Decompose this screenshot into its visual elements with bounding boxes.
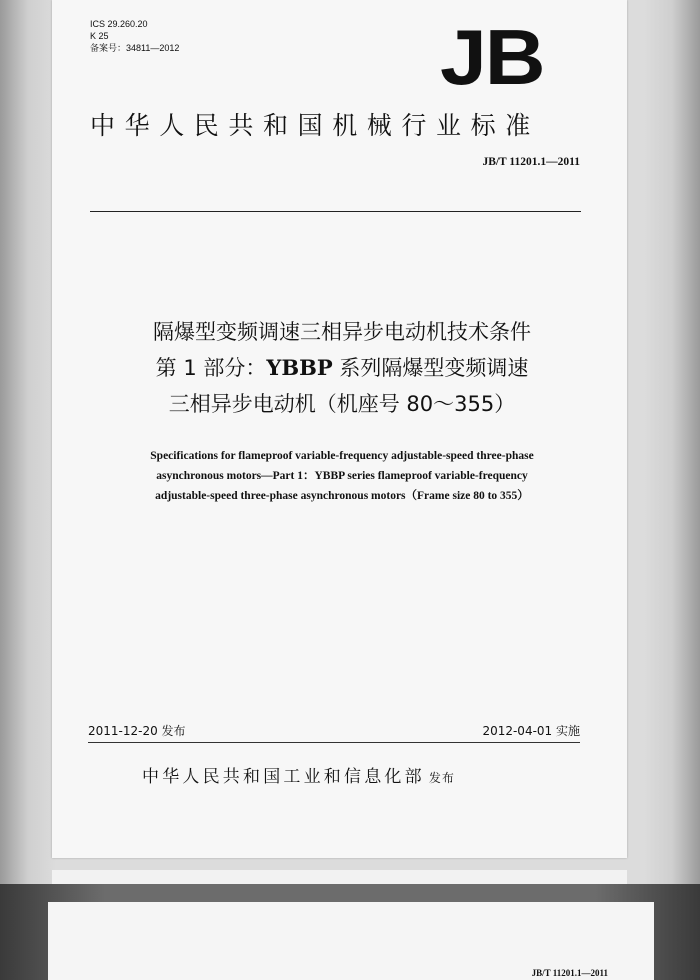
page-edge-strip [52,870,627,884]
record-number: 备案号：34811—2012 [90,43,180,53]
date-divider [88,742,580,743]
issuing-authority [142,762,455,787]
english-title-line-3: adjustable-speed three-phase asynchronous motors（Frame size 80 to 355） [155,490,529,502]
effective-date: 2012-04-01 实施 [482,724,580,738]
chinese-title-line-3: 三相异步电动机（机座号 80～355） [168,392,516,416]
chinese-title [82,314,602,422]
ics-code: ICS 29.260.20 [90,19,148,29]
chinese-title-line-2: 第 1 部分：YBBP 系列隔爆型变频调速 [155,355,529,380]
header-divider [90,211,581,212]
issue-date: 2011-12-20 发布 [88,724,186,738]
standard-category-title: 中华人民共和国机械行业标准 [90,111,540,140]
classification-block [90,18,179,54]
english-title-line-1: Specifications for flameproof variable-frequency adjustable-speed three-phase [150,450,534,462]
issuer-action: 发布 [428,771,455,785]
next-page-standard-number: JB/T 11201.1—2011 [531,968,608,978]
chinese-title-line-1: 隔爆型变频调速三相异步电动机技术条件 [153,320,531,344]
issuer-name: 中华人民共和国工业和信息化部 [142,767,425,787]
standard-number: JB/T 11201.1—2011 [482,156,580,168]
cover-page [52,0,627,858]
english-title-line-2: asynchronous motors—Part 1：YBBP series flameproof variable-frequency [156,470,528,482]
ccs-code: K 25 [90,31,109,41]
jb-logo: JB [440,13,544,101]
english-title [82,446,602,506]
